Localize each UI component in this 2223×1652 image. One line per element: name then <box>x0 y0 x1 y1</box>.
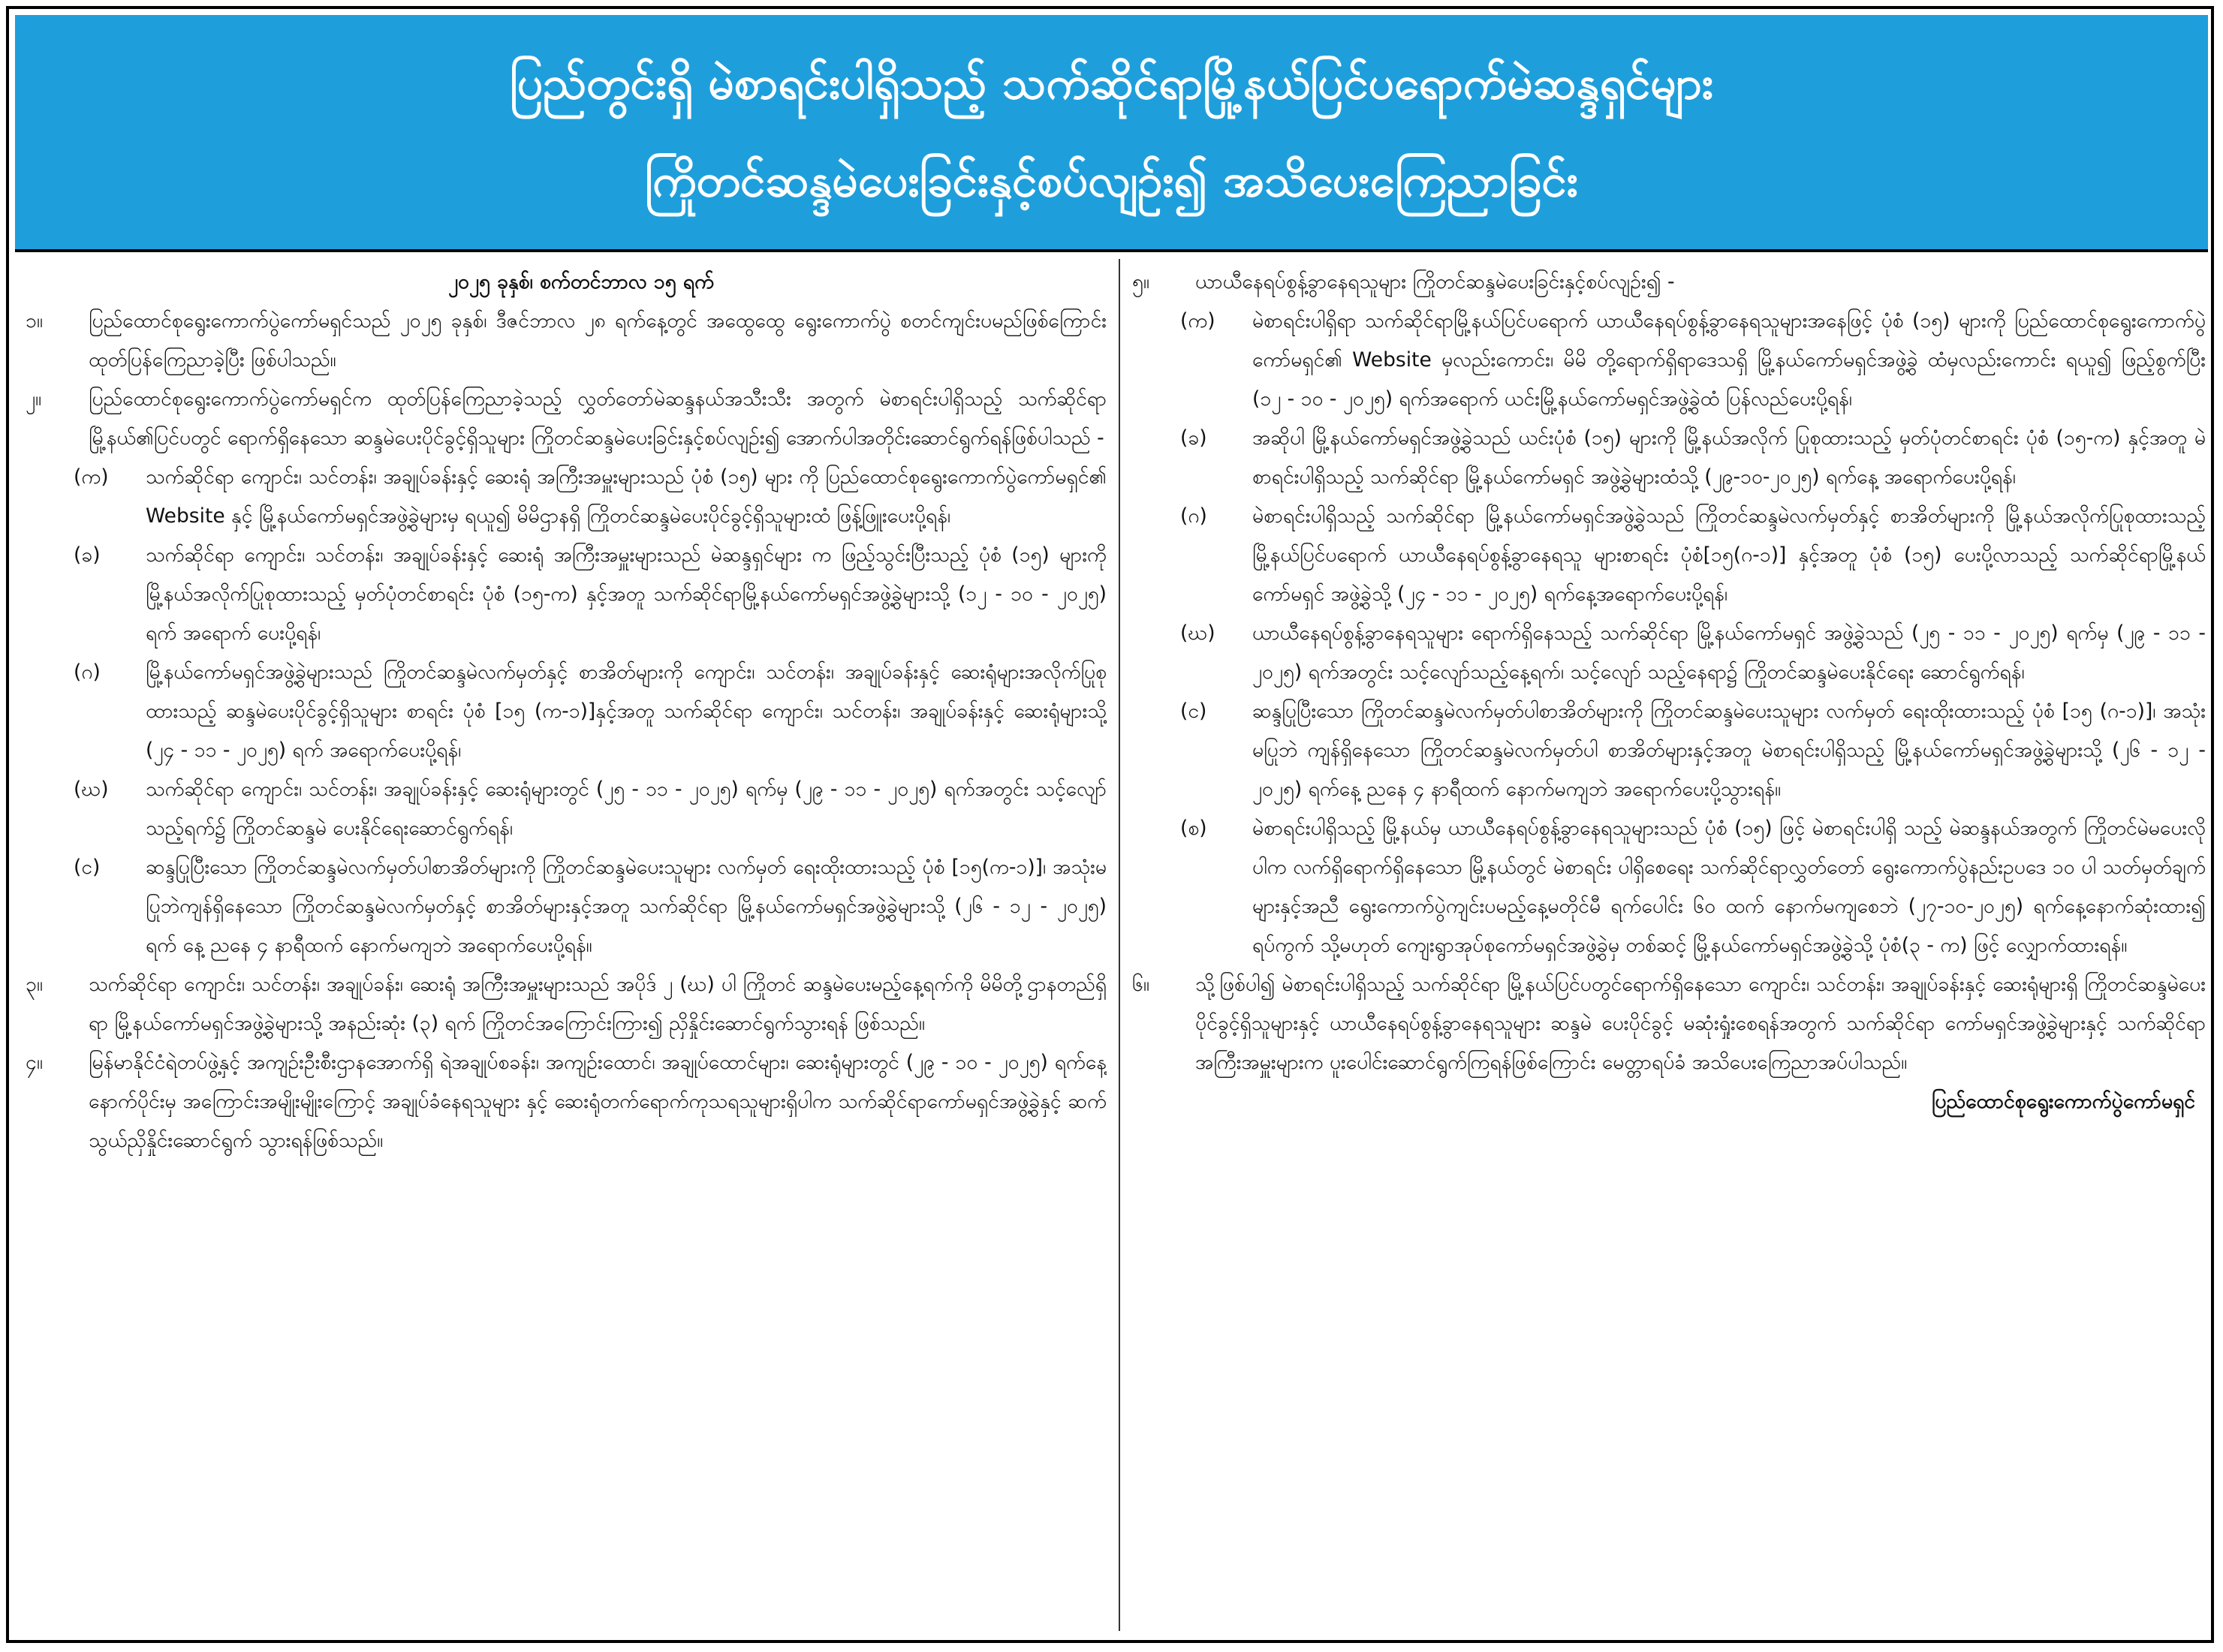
paragraph-4 <box>26 1043 1107 1160</box>
subitem-label: (စ) <box>1180 817 1207 840</box>
paragraph-text: သို့ဖြစ်ပါ၍ မဲစာရင်းပါရှိသည့် သက်ဆိုင်ရာ မြို့နယ်ပြင်ပတွင်ရောက်ရှိနေသော ကျောင်း၊ သင်တန်း၊ အချုပ်ခန်းနှင့် ဆေးရုံများရှိ ကြိုတင်ဆန္ဒမဲပေးပိုင်ခွင့်ရှိသူများနှင့် ယာယီနေရပ်စွန့်ခွာနေရသူများ ဆန္ဒမဲ ပေးပိုင်ခွင့် မဆုံးရှုံးစေရန်အတွက် သက်ဆိုင်ရာ ကော်မရှင်အဖွဲ့ခွဲများနှင့် သက်ဆိုင်ရာအကြီးအမှူးများက ပူးပေါင်းဆောင်ရွက်ကြရန်ဖြစ်ကြောင်း မေတ္တာရပ်ခံ အသိပေးကြေညာအပ်ပါသည်။ <box>1195 973 2206 1074</box>
subitem-2-gha <box>74 770 1107 848</box>
title-banner <box>15 15 2208 252</box>
subitem-5-gha <box>1180 614 2206 692</box>
subitem-text: ဆန္ဒပြုပြီးသော ကြိုတင်ဆန္ဒမဲလက်မှတ်ပါစာအိတ်များကို ကြိုတင်ဆန္ဒမဲပေးသူများ လက်မှတ် ရေးထိုးထားသည့် ပုံစံ [၁၅ (ဂ-၁)]၊ အသုံးမပြုဘဲ ကျန်ရှိနေသော ကြိုတင်ဆန္ဒမဲလက်မှတ်ပါ စာအိတ်များနှင့်အတူ မဲစာရင်းပါရှိသည့် မြို့နယ်ကော်မရှင်အဖွဲ့ခွဲများသို့ (၂၆ - ၁၂ - ၂၀၂၅) ရက်နေ့ ညနေ ၄ နာရီထက် နောက်မကျဘဲ အရောက်ပေးပို့သွားရန်။ <box>1252 700 2206 801</box>
paragraph-text: သက်ဆိုင်ရာ ကျောင်း၊ သင်တန်း၊ အချုပ်ခန်း၊ ဆေးရုံ အကြီးအမှူးများသည် အပိုဒ် ၂ (ဃ) ပါ ကြိုတင် ဆန္ဒမဲပေးမည့်နေ့ရက်ကို မိမိတို့ဌာနတည်ရှိရာ မြို့နယ်ကော်မရှင်အဖွဲ့ခွဲများသို့ အနည်းဆုံး (၃) ရက် ကြိုတင်အကြောင်းကြား၍ ညှိနှိုင်းဆောင်ရွက်သွားရန် ဖြစ်သည်။ <box>89 973 1107 1035</box>
column-divider <box>1119 259 1120 1631</box>
paragraph-text: ယာယီနေရပ်စွန့်ခွာနေရသူများ ကြိုတင်ဆန္ဒမဲပေးခြင်းနှင့်စပ်လျဉ်း၍ - <box>1195 270 1675 293</box>
subitem-2-ga <box>74 653 1107 770</box>
subitem-label: (ဃ) <box>74 778 109 801</box>
subitem-5-nga <box>1180 692 2206 809</box>
subitem-label: (င) <box>1180 700 1207 723</box>
subitem-text: မဲစာရင်းပါရှိသည့် သက်ဆိုင်ရာ မြို့နယ်ကော်မရှင်အဖွဲ့ခွဲသည် ကြိုတင်ဆန္ဒမဲလက်မှတ်နှင့် စာအိတ်များကို မြို့နယ်အလိုက်ပြုစုထားသည့် မြို့နယ်ပြင်ပရောက် ယာယီနေရပ်စွန့်ခွာနေရသူ များစာရင်း ပုံစံ[၁၅(ဂ-၁)] နှင့်အတူ ပုံစံ (၁၅) ပေးပို့လာသည့် သက်ဆိုင်ရာမြို့နယ်ကော်မရှင် အဖွဲ့ခွဲသို့ (၂၄ - ၁၁ - ၂၀၂၅) ရက်နေ့အရောက်ပေးပို့ရန်၊ <box>1252 504 2206 606</box>
subitem-text: အဆိုပါ မြို့နယ်ကော်မရှင်အဖွဲ့ခွဲသည် ယင်းပုံစံ (၁၅) များကို မြို့နယ်အလိုက် ပြုစုထားသည့် မှတ်ပုံတင်စာရင်း ပုံစံ (၁၅-က) နှင့်အတူ မဲစာရင်းပါရှိသည့် သက်ဆိုင်ရာ မြို့နယ်ကော်မရှင် အဖွဲ့ခွဲများထံသို့ (၂၉-၁၀-၂၀၂၅) ရက်နေ့ အရောက်ပေးပို့ရန်၊ <box>1252 426 2206 489</box>
paragraph-5 <box>1132 263 2206 302</box>
subitem-label: (င) <box>74 856 101 879</box>
paragraph-text: ပြည်ထောင်စုရွေးကောက်ပွဲကော်မရှင်သည် ၂၀၂၅ ခုနှစ်၊ ဒီဇင်ဘာလ ၂၈ ရက်နေ့တွင် အထွေထွေ ရွေးကောက်ပွဲ စတင်ကျင်းပမည်ဖြစ်ကြောင်း ထုတ်ပြန်ကြေညာခဲ့ပြီး ဖြစ်ပါသည်။ <box>89 309 1107 372</box>
subitem-5-kha <box>1180 419 2206 497</box>
subitem-2-kha <box>74 536 1107 653</box>
subitem-text: သက်ဆိုင်ရာ ကျောင်း၊ သင်တန်း၊ အချုပ်ခန်းနှင့် ဆေးရုံများတွင် (၂၅ - ၁၁ - ၂၀၂၅) ရက်မှ (၂၉ - ၁၁ - ၂၀၂၅) ရက်အတွင်း သင့်လျော်သည့်ရက်၌ ကြိုတင်ဆန္ဒမဲ ပေးနိုင်ရေးဆောင်ရွက်ရန်၊ <box>146 778 1107 840</box>
subitem-label: (က) <box>1180 309 1215 333</box>
subitem-label: (ခ) <box>74 543 101 567</box>
subitem-text: မဲစာရင်းပါရှိရာ သက်ဆိုင်ရာမြို့နယ်ပြင်ပရောက် ယာယီနေရပ်စွန့်ခွာနေရသူများအနေဖြင့် ပုံစံ (၁၅) များကို ပြည်ထောင်စုရွေးကောက်ပွဲကော်မရှင်၏ Website မှလည်းကောင်း၊ မိမိ တို့ရောက်ရှိရာဒေသရှိ မြို့နယ်ကော်မရှင်အဖွဲ့ခွဲ ထံမှလည်းကောင်း ရယူ၍ ဖြည့်စွက်ပြီး (၁၂ - ၁၀ - ၂၀၂၅) ရက်အရောက် ယင်းမြို့နယ်ကော်မရှင်အဖွဲ့ခွဲထံ ပြန်လည်ပေးပို့ရန်၊ <box>1252 309 2206 411</box>
paragraph-number: ၂။ <box>26 387 42 411</box>
title-line-1: ပြည်တွင်းရှိ မဲစာရင်းပါရှိသည့် သက်ဆိုင်ရာမြို့နယ်ပြင်ပရောက်မဲဆန္ဒရှင်များ <box>509 57 1714 110</box>
paragraph-number: ၅။ <box>1132 270 1149 293</box>
subitem-text: သက်ဆိုင်ရာ ကျောင်း၊ သင်တန်း၊ အချုပ်ခန်းနှင့် ဆေးရုံ အကြီးအမှူးများသည် ပုံစံ (၁၅) များ ကို ပြည်ထောင်စုရွေးကောက်ပွဲကော်မရှင်၏ Website နှင့် မြို့နယ်ကော်မရှင်အဖွဲ့ခွဲများမှ ရယူ၍ မိမိဌာနရှိ ကြိုတင်ဆန္ဒမဲပေးပိုင်ခွင့်ရှိသူများထံ ဖြန့်ဖြူးပေးပို့ရန်၊ <box>146 465 1107 528</box>
subitem-2-ka <box>74 458 1107 536</box>
paragraph-3 <box>26 965 1107 1043</box>
signature: ပြည်ထောင်စုရွေးကောက်ပွဲကော်မရှင် <box>1931 1090 2195 1113</box>
subitem-text: ယာယီနေရပ်စွန့်ခွာနေရသူများ ရောက်ရှိနေသည့် သက်ဆိုင်ရာ မြို့နယ်ကော်မရှင် အဖွဲ့ခွဲသည် (၂၅ - ၁၁ - ၂၀၂၅) ရက်မှ (၂၉ - ၁၁ - ၂၀၂၅) ရက်အတွင်း သင့်လျော်သည့်နေ့ရက်၊ သင့်လျော် သည့်နေရာ၌ ကြိုတင်ဆန္ဒမဲပေးနိုင်ရေး ဆောင်ရွက်ရန်၊ <box>1252 621 2206 684</box>
left-column <box>26 263 1107 1629</box>
subitem-5-ka <box>1180 302 2206 419</box>
subitem-label: (ဃ) <box>1180 621 1215 645</box>
paragraph-2 <box>26 380 1107 458</box>
subitem-text: သက်ဆိုင်ရာ ကျောင်း၊ သင်တန်း၊ အချုပ်ခန်းနှင့် ဆေးရုံ အကြီးအမှူးများသည် မဲဆန္ဒရှင်များ က ဖြည့်သွင်းပြီးသည့် ပုံစံ (၁၅) များကို မြို့နယ်အလိုက်ပြုစုထားသည့် မှတ်ပုံတင်စာရင်း ပုံစံ (၁၅-က) နှင့်အတူ သက်ဆိုင်ရာမြို့နယ်ကော်မရှင်အဖွဲ့ခွဲများသို့ (၁၂ - ၁၀ - ၂၀၂၅) ရက် အရောက် ပေးပို့ရန်၊ <box>146 543 1107 645</box>
title-line-2: ကြိုတင်ဆန္ဒမဲပေးခြင်းနှင့်စပ်လျဉ်း၍ အသိပေးကြေညာခြင်း <box>644 155 1579 207</box>
subitem-2-nga <box>74 848 1107 965</box>
subitem-text: ဆန္ဒပြုပြီးသော ကြိုတင်ဆန္ဒမဲလက်မှတ်ပါစာအိတ်များကို ကြိုတင်ဆန္ဒမဲပေးသူများ လက်မှတ် ရေးထိုးထားသည့် ပုံစံ [၁၅(က-၁)]၊ အသုံးမပြုဘဲကျန်ရှိနေသော ကြိုတင်ဆန္ဒမဲလက်မှတ်နှင့် စာအိတ်များနှင့်အတူ သက်ဆိုင်ရာ မြို့နယ်ကော်မရှင်အဖွဲ့ခွဲများသို့ (၂၆ - ၁၂ - ၂၀၂၅) ရက် နေ့ ညနေ ၄ နာရီထက် နောက်မကျဘဲ အရောက်ပေးပို့ရန်။ <box>146 856 1107 957</box>
paragraph-number: ၃။ <box>26 973 43 996</box>
paragraph-1 <box>26 302 1107 380</box>
paragraph-6 <box>1132 965 2206 1082</box>
subitem-5-ga <box>1180 497 2206 614</box>
announcement-date: ၂၀၂၅ ခုနှစ်၊ စက်တင်ဘာလ ၁၅ ရက် <box>448 270 714 293</box>
subitem-label: (ဂ) <box>74 660 101 684</box>
subitem-text: မြို့နယ်ကော်မရှင်အဖွဲ့ခွဲများသည် ကြိုတင်ဆန္ဒမဲလက်မှတ်နှင့် စာအိတ်များကို ကျောင်း၊ သင်တန်း၊ အချုပ်ခန်းနှင့် ဆေးရုံများအလိုက်ပြုစုထားသည့် ဆန္ဒမဲပေးပိုင်ခွင့်ရှိသူများ စာရင်း ပုံစံ [၁၅ (က-၁)]နှင့်အတူ သက်ဆိုင်ရာ ကျောင်း၊ သင်တန်း၊ အချုပ်ခန်းနှင့် ဆေးရုံများသို့ (၂၄ - ၁၁ - ၂၀၂၅) ရက် အရောက်ပေးပို့ရန်၊ <box>146 660 1107 762</box>
subitem-label: (ဂ) <box>1180 504 1207 528</box>
paragraph-number: ၆။ <box>1132 973 1149 996</box>
subitem-label: (ခ) <box>1180 426 1207 450</box>
paragraph-number: ၄။ <box>26 1051 43 1074</box>
paragraph-text: မြန်မာနိုင်ငံရဲတပ်ဖွဲ့နှင့် အကျဉ်းဦးစီးဌာနအောက်ရှိ ရဲအချုပ်စခန်း၊ အကျဉ်းထောင်၊ အချုပ်ထောင်များ၊ ဆေးရုံများတွင် (၂၉ - ၁၀ - ၂၀၂၅) ရက်နေ့ နောက်ပိုင်းမှ အကြောင်းအမျိုးမျိုးကြောင့် အချုပ်ခံနေရသူများ နှင့် ဆေးရုံတက်ရောက်ကုသရသူများရှိပါက သက်ဆိုင်ရာကော်မရှင်အဖွဲ့ခွဲနှင့် ဆက်သွယ်ညှိနှိုင်းဆောင်ရွက် သွားရန်ဖြစ်သည်။ <box>89 1051 1107 1152</box>
subitem-5-sa <box>1180 809 2206 965</box>
paragraph-number: ၁။ <box>26 309 43 333</box>
paragraph-text: ပြည်ထောင်စုရွေးကောက်ပွဲကော်မရှင်က ထုတ်ပြန်ကြေညာခဲ့သည့် လွှတ်တော်မဲဆန္ဒနယ်အသီးသီး အတွက် မဲစာရင်းပါရှိသည့် သက်ဆိုင်ရာမြို့နယ်၏ပြင်ပတွင် ရောက်ရှိနေသော ဆန္ဒမဲပေးပိုင်ခွင့်ရှိသူများ ကြိုတင်ဆန္ဒမဲပေးခြင်းနှင့်စပ်လျဉ်း၍ အောက်ပါအတိုင်းဆောင်ရွက်ရန်ဖြစ်ပါသည် - <box>89 387 1107 450</box>
subitem-text: မဲစာရင်းပါရှိသည့် မြို့နယ်မှ ယာယီနေရပ်စွန့်ခွာနေရသူများသည် ပုံစံ (၁၅) ဖြင့် မဲစာရင်းပါရှိ သည့် မဲဆန္ဒနယ်အတွက် ကြိုတင်မဲမပေးလိုပါက လက်ရှိရောက်ရှိနေသော မြို့နယ်တွင် မဲစာရင်း ပါရှိစေရေး သက်ဆိုင်ရာလွှတ်တော် ရွေးကောက်ပွဲနည်းဥပဒေ ၁၀ ပါ သတ်မှတ်ချက်များနှင့်အညီ ရွေးကောက်ပွဲကျင်းပမည့်နေ့မတိုင်မီ ရက်ပေါင်း ၆၀ ထက် နောက်မကျစေဘဲ (၂၇-၁၀-၂၀၂၅) ရက်နေ့နောက်ဆုံးထား၍ ရပ်ကွက် သို့မဟုတ် ကျေးရွာအုပ်စုကော်မရှင်အဖွဲ့ခွဲမှ တစ်ဆင့် မြို့နယ်ကော်မရှင်အဖွဲ့ခွဲသို့ ပုံစံ(၃ - က) ဖြင့် လျှောက်ထားရန်။ <box>1252 817 2206 957</box>
right-column <box>1132 263 2206 1629</box>
subitem-label: (က) <box>74 465 109 489</box>
